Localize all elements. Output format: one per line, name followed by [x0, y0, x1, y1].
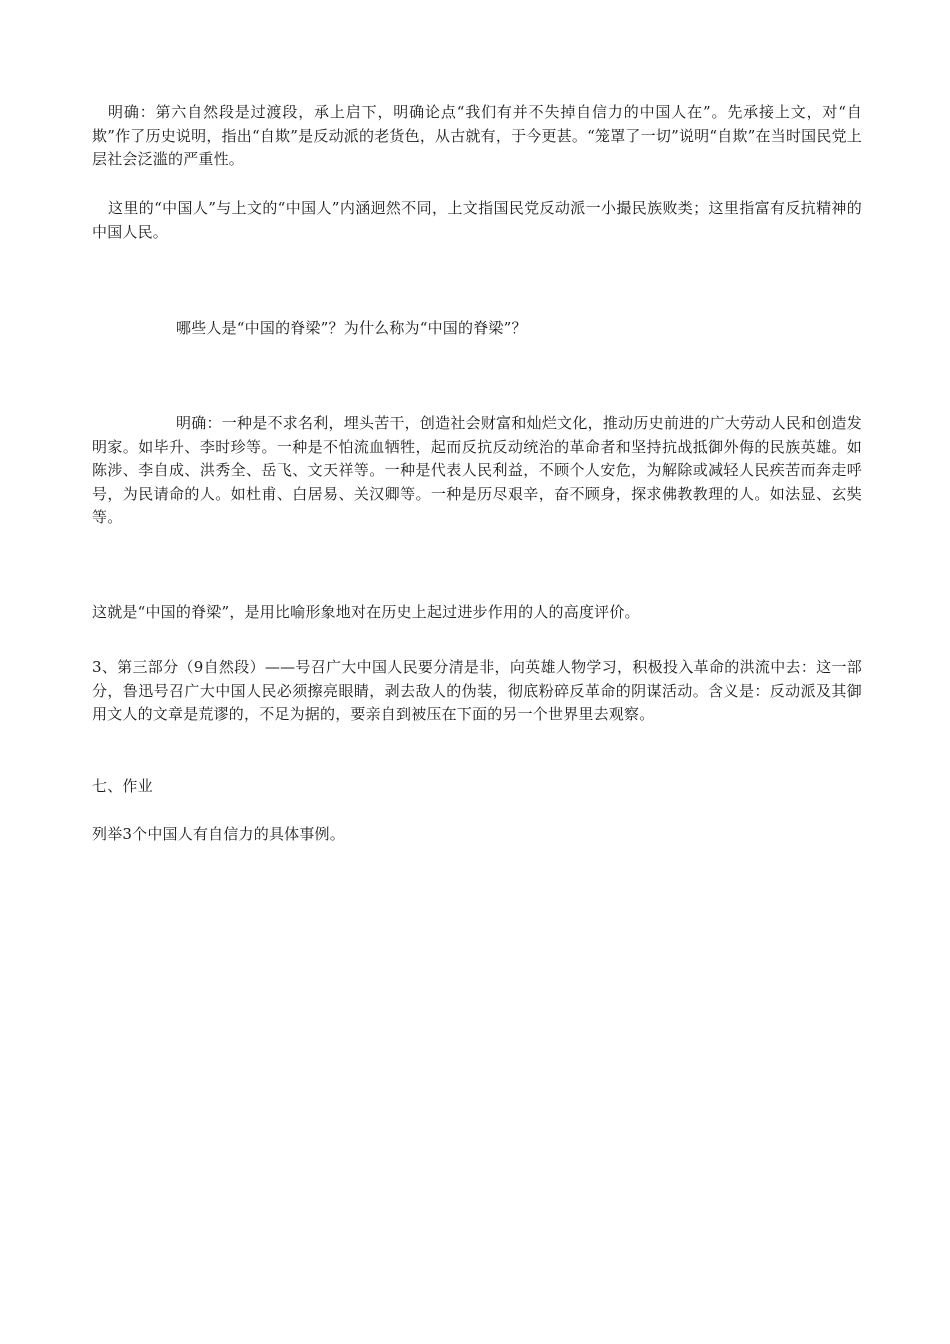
paragraph-part-three: 3、第三部分（9自然段）——号召广大中国人民要分清是非，向英雄人物学习，积极投入革命的洪流中去：这一部分，鲁迅号召广大中国人民必须擦亮眼睛，剥去敌人的伪装，彻底粉碎反革命的阴谋活动。含义是：反动派及其御用文人的文章是荒谬的，不足为据的，要亲自到被压在下面的另一个世界里去观察。: [92, 658, 862, 723]
paragraph-homework-task: 列举3个中国人有自信力的具体事例。: [92, 825, 345, 843]
paragraph-answer: 明确：一种是不求名利，埋头苦干，创造社会财富和灿烂文化，推动历史前进的广大劳动人民和创造发明家。如毕升、李时珍等。一种是不怕流血牺牲，起而反抗反动统治的革命者和坚持抗战抵御外侮的民族英雄。如陈涉、李自成、洪秀全、岳飞、文天祥等。一种是代表人民利益，不顾个人安危，为解除或减轻人民疾苦而奔走呼号，为民请命的人。如杜甫、白居易、关汉卿等。一种是历尽艰辛，奋不顾身，探求佛教教理的人。如法显、玄奘等。: [92, 414, 862, 526]
paragraph-transition-analysis: 明确：第六自然段是过渡段，承上启下，明确论点“我们有并不失掉自信力的中国人在”。先承接上文，对“自欺”作了历史说明，指出“自欺”是反动派的老货色，从古就有，于今更甚。“笼罩了一切”说明“自欺”在当时国民党上层社会泛滥的严重性。: [92, 103, 862, 168]
paragraph-chinese-people-contrast: 这里的“中国人”与上文的“中国人”内涵迥然不同，上文指国民党反动派一小撮民族败类；这里指富有反抗精神的中国人民。: [92, 199, 862, 241]
paragraph-summary: 这就是“中国的脊梁”，是用比喻形象地对在历史上起过进步作用的人的高度评价。: [92, 603, 640, 621]
paragraph-question: 哪些人是“中国的脊梁”？为什么称为“中国的脊梁”？: [176, 319, 527, 337]
section-heading-homework: 七、作业: [92, 777, 153, 795]
